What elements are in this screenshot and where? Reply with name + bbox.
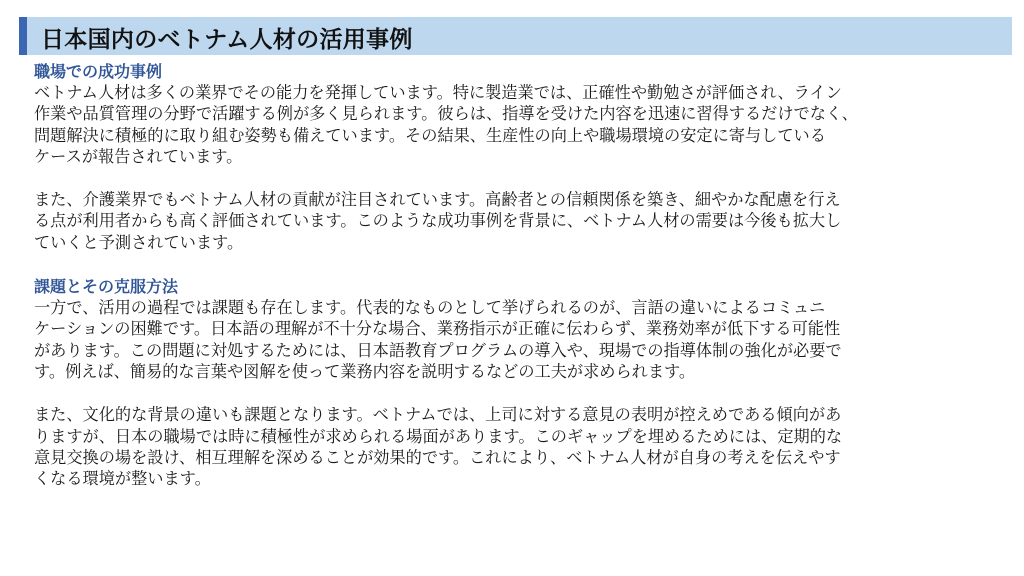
- text-line: ベトナム人材は多くの業界でその能力を発揮しています。特に製造業では、正確性や勤勉さが評価され、ライン: [34, 83, 842, 102]
- paragraph: [34, 297, 1000, 382]
- text-line: る点が利用者からも高く評価されています。このような成功事例を背景に、ベトナム人材の需要は今後も拡大し: [34, 211, 842, 231]
- text-line: ケーションの困難です。日本語の理解が不十分な場合、業務指示が正確に伝わらず、業務効率が低下する可能性: [34, 319, 841, 339]
- text-line: ていくと予測されています。: [34, 232, 244, 252]
- text-line: があります。この問題に対処するためには、日本語教育プログラムの導入や、現場での指導体制の強化が必要で: [34, 340, 842, 360]
- page-title: 日本国内のベトナム人材の活用事例: [41, 27, 413, 53]
- text-line: りますが、日本の職場では時に積極性が求められる場面があります。このギャップを埋めるためには、定期的な: [34, 426, 843, 446]
- text-line: また、介護業界でもベトナム人材の貢献が注目されています。高齢者との信頼関係を築き、細やかな配慮を行え: [34, 190, 841, 210]
- text-line: また、文化的な背景の違いも課題となります。ベトナムでは、上司に対する意見の表明が控えめである傾向があ: [34, 405, 842, 425]
- section-heading: 課題とその克服方法: [34, 277, 179, 297]
- text-line: くなる環境が整います。: [34, 469, 211, 489]
- text-line: 一方で、活用の過程では課題も存在します。代表的なものとして挙げられるのが、言語の違いによるコミュニ: [34, 298, 826, 318]
- text-line: ケースが報告されています。: [34, 146, 243, 166]
- paragraph-spacer: [34, 382, 1000, 404]
- paragraph-spacer: [34, 167, 1000, 189]
- paragraph: [34, 404, 1000, 489]
- title-bar: [19, 17, 1012, 55]
- text-line: 意見交換の場を設け、相互理解を深めることが効果的です。これにより、ベトナム人材が自身の考えを伝えやす: [34, 447, 841, 467]
- text-line: す。例えば、簡易的な言葉や図解を使って業務内容を説明するなどの工夫が求められます。: [34, 361, 696, 381]
- document-body: [34, 62, 1000, 489]
- paragraph: [34, 82, 1000, 167]
- section-challenges: [34, 277, 1000, 489]
- section-success-cases: [34, 62, 1000, 253]
- paragraph: [34, 189, 1000, 253]
- text-line: 作業や品質管理の分野で活躍する例が多く見られます。彼らは、指導を受けた内容を迅速に習得するだけでなく、: [34, 104, 858, 124]
- text-line: 問題解決に積極的に取り組む姿勢も備えています。その結果、生産性の向上や職場環境の安定に寄与している: [34, 125, 826, 145]
- section-heading: 職場での成功事例: [34, 62, 163, 81]
- section-spacer: [34, 253, 1000, 277]
